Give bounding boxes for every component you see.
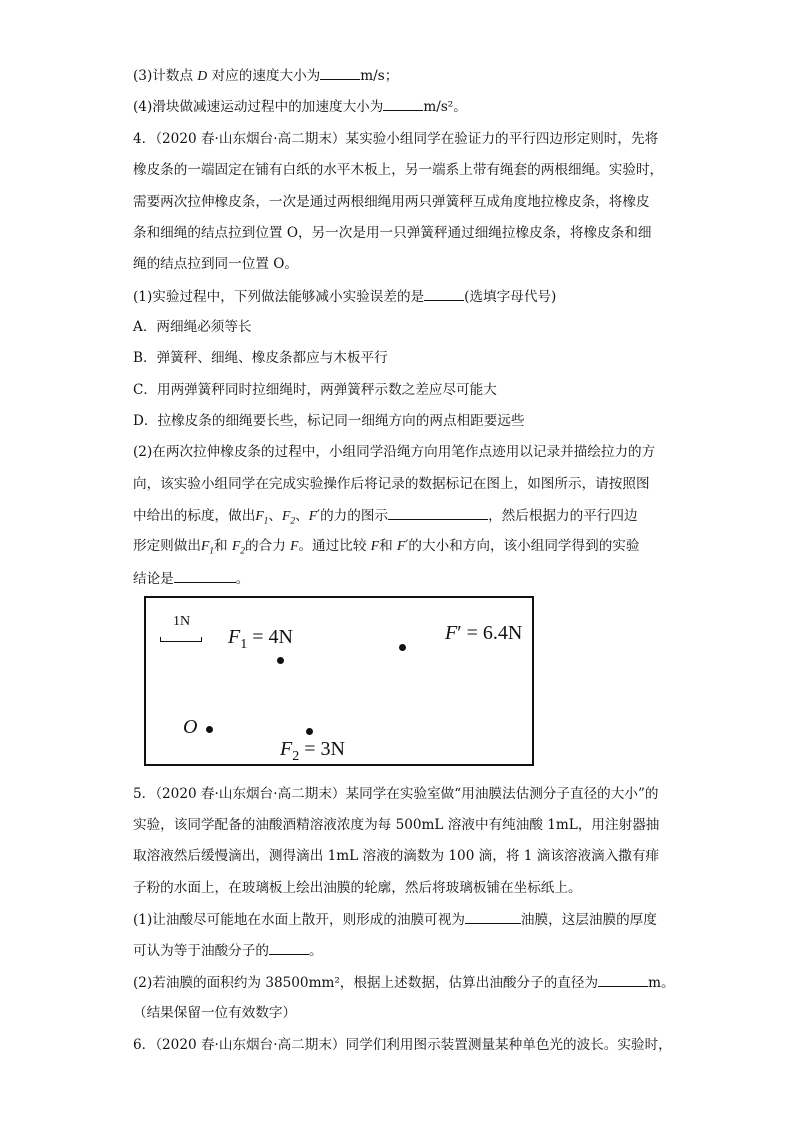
fprime-point: [399, 644, 406, 651]
var-f2: $F_2$: [282, 508, 296, 527]
q4-option-d: D．拉橡皮条的细绳要长些，标记同一细绳方向的两点相距要远些: [133, 413, 525, 429]
o-point: [206, 726, 213, 733]
q5-sub2-note: （结果保留一位有效数字）: [133, 1005, 297, 1021]
q5-sub1-line-2: 可认为等于油酸分子的 。: [133, 943, 323, 959]
q3-item-3: (3)计数点 D 对应的速度大小为 m/s；: [133, 68, 399, 84]
scale-bar: [160, 637, 202, 642]
q4-line-2: 橡皮条的一端固定在铺有白纸的水平木板上，另一端系上带有绳套的两根细绳。实验时，: [133, 162, 664, 178]
var-f1: $F_1$: [255, 508, 269, 527]
q4-option-c: C．用两弹簧秤同时拉细绳时，两弹簧秤示数之差应尽可能大: [133, 382, 497, 398]
q4-sub2-line-2: 向，该实验小组同学在完成实验操作后将记录的数据标记在图上，如图所示，请按照图: [133, 476, 650, 492]
q4-line-3: 需要两次拉伸橡皮条，一次是通过两根细绳用两只弹簧秤互成角度地拉橡皮条，将橡皮: [133, 194, 650, 210]
q4-line-5: 绳的结点拉到同一位置 O。: [133, 256, 298, 272]
scale-label: 1N: [173, 614, 191, 629]
f2-point: [306, 728, 313, 735]
q4-line-1: 4．（2020 春·山东烟台·高二期末）某实验小组同学在验证力的平行四边形定则时，先将: [133, 131, 659, 147]
q4-sub2-line-4: 形定则做出$F_1$和 $F_2$的合力 F。通过比较 F和 F′的大小和方向，该小组同学得到的实验: [133, 538, 640, 557]
f2-label: $F_2 = 3N$: [280, 738, 345, 764]
q3-item-4: (4)滑块做减速运动过程中的加速度大小为 m/s²。: [133, 99, 467, 115]
q5-line-4: 子粉的水面上，在玻璃板上绘出油膜的轮廓，然后将玻璃板铺在坐标纸上。: [133, 880, 582, 896]
q4-sub2-line-3: 中给出的标度，做出$F_1$、$F_2$、F′的力的图示 ，然后根据力的平行四边: [133, 508, 638, 527]
q4-option-b: B．弹簧秤、细绳、橡皮条都应与木板平行: [133, 350, 388, 366]
q6-line-1: 6．（2020 春·山东烟台·高二期末）同学们利用图示装置测量某种单色光的波长。实验时，: [133, 1037, 672, 1053]
q4-sub1: (1)实验过程中，下列做法能够减小实验误差的是 (选填字母代号): [133, 289, 557, 305]
f1-point: [277, 657, 284, 664]
q4-option-a: A．两细绳必须等长: [133, 319, 252, 335]
var-fprime: F: [308, 508, 317, 523]
q5-sub2: (2)若油膜的面积约为 38500mm²，根据上述数据，估算出油酸分子的直径为 m。: [133, 975, 675, 991]
q4-line-4: 条和细绳的结点拉到位置 O，另一次是用一只弹簧秤通过细绳拉橡皮条，将橡皮条和细: [133, 225, 652, 241]
o-label: O: [183, 716, 198, 738]
q5-line-1: 5．（2020 春·山东烟台·高二期末）某同学在实验室做“用油膜法估测分子直径的大小”的: [133, 786, 659, 802]
q5-sub1-line-1: (1)让油酸尽可能地在水面上散开，则形成的油膜可视为 油膜，这层油膜的厚度: [133, 912, 657, 928]
q5-line-2: 实验，该同学配备的油酸酒精溶液浓度为每 500mL 溶液中有纯油酸 1mL，用注射器抽: [133, 817, 660, 833]
q5-line-3: 取溶液然后缓慢滴出，测得滴出 1mL 溶液的滴数为 100 滴，将 1 滴该溶液滴入撒有痱: [133, 848, 660, 864]
fprime-label: F′ = 6.4N: [445, 622, 523, 644]
f1-label: $F_1 = 4N$: [228, 626, 293, 652]
q4-sub2-line-5: 结论是 。: [133, 571, 250, 587]
q4-sub2-line-1: (2)在两次拉伸橡皮条的过程中，小组同学沿绳方向用笔作点迹用以记录并描绘拉力的方: [133, 444, 656, 460]
